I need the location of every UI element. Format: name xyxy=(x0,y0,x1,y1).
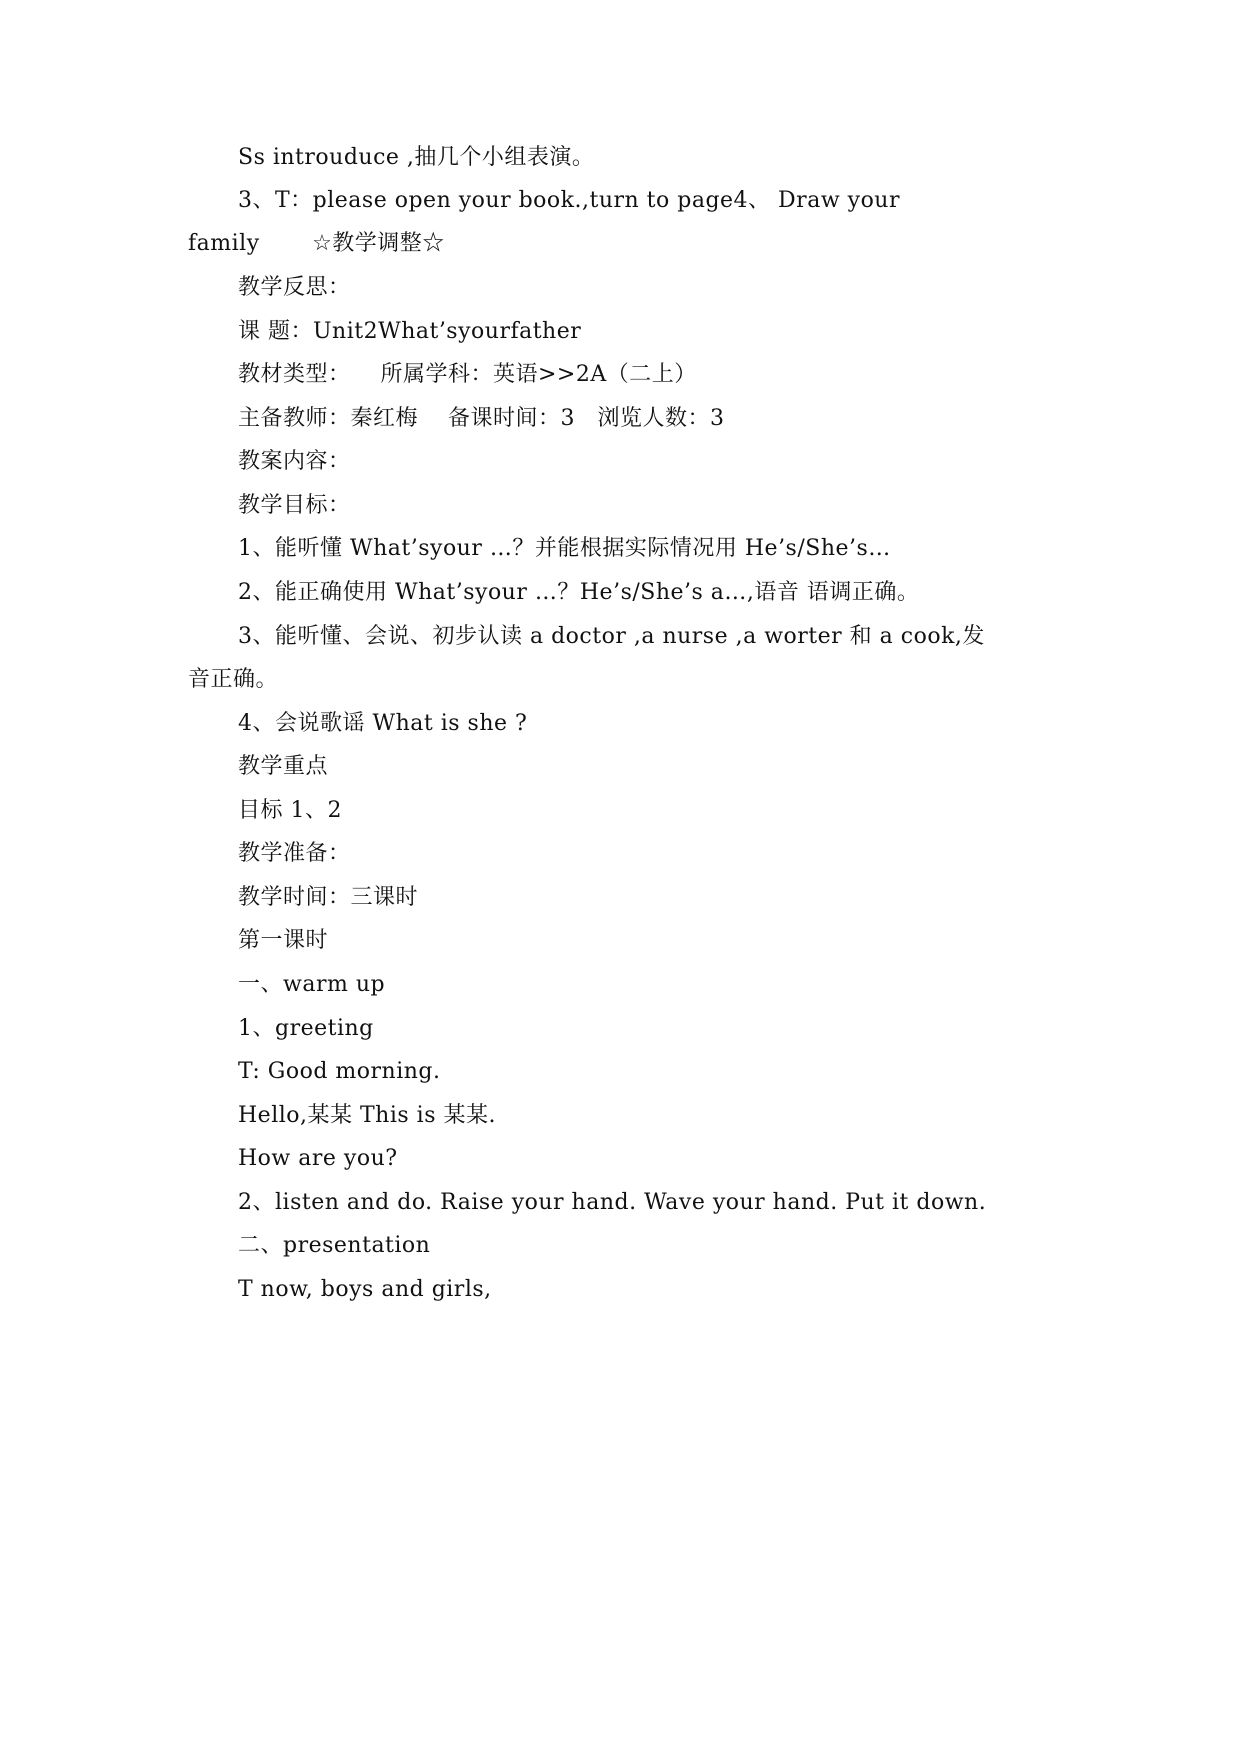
text-line: 一、warm up xyxy=(238,972,386,997)
text-line: 2、listen and do. Raise your hand. Wave your hand. Put it down. xyxy=(238,1190,987,1215)
text-line: 教学准备： xyxy=(238,841,351,866)
text-line: 教学时间：三课时 xyxy=(238,885,419,910)
text-line: T now, boys and girls, xyxy=(238,1277,492,1302)
text-line: 目标 1、2 xyxy=(238,798,342,823)
text-line: 1、能听懂 What’syour …？并能根据实际情况用 He’s/She’s… xyxy=(238,536,891,561)
text-line: 二、presentation xyxy=(238,1233,431,1258)
text-line: 主备教师：秦红梅 备课时间：3 浏览人数：3 xyxy=(238,406,725,431)
text-line: 教材类型： 所属学科：英语>>2A（二上） xyxy=(238,362,697,387)
text-line: 课 题：Unit2What’syourfather xyxy=(238,319,582,344)
text-line: 第一课时 xyxy=(238,928,329,953)
text-line: T: Good morning. xyxy=(238,1059,441,1084)
text-line: 教学反思： xyxy=(238,275,351,300)
text-line: 教案内容： xyxy=(238,449,351,474)
text-line: 3、能听懂、会说、初步认读 a doctor ,a nurse ,a worter 和 a cook,发 xyxy=(238,624,985,649)
text-line: 2、能正确使用 What’syour …？He’s/She’s a…,语音 语调正确。 xyxy=(238,580,920,605)
text-line: 1、greeting xyxy=(238,1016,374,1041)
text-line: How are you? xyxy=(238,1146,398,1171)
text-line: 4、会说歌谣 What is she ? xyxy=(238,711,528,736)
text-line: 教学重点 xyxy=(238,754,329,779)
text-line: Ss introuduce ,抽几个小组表演。 xyxy=(238,145,595,170)
text-line: family ☆教学调整☆ xyxy=(188,231,445,256)
text-line: 3、T：please open your book.,turn to page4、 Draw your xyxy=(238,188,900,213)
text-line: 教学目标： xyxy=(238,493,351,518)
text-line: 音正确。 xyxy=(188,667,279,692)
text-line: Hello,某某 This is 某某. xyxy=(238,1103,496,1128)
